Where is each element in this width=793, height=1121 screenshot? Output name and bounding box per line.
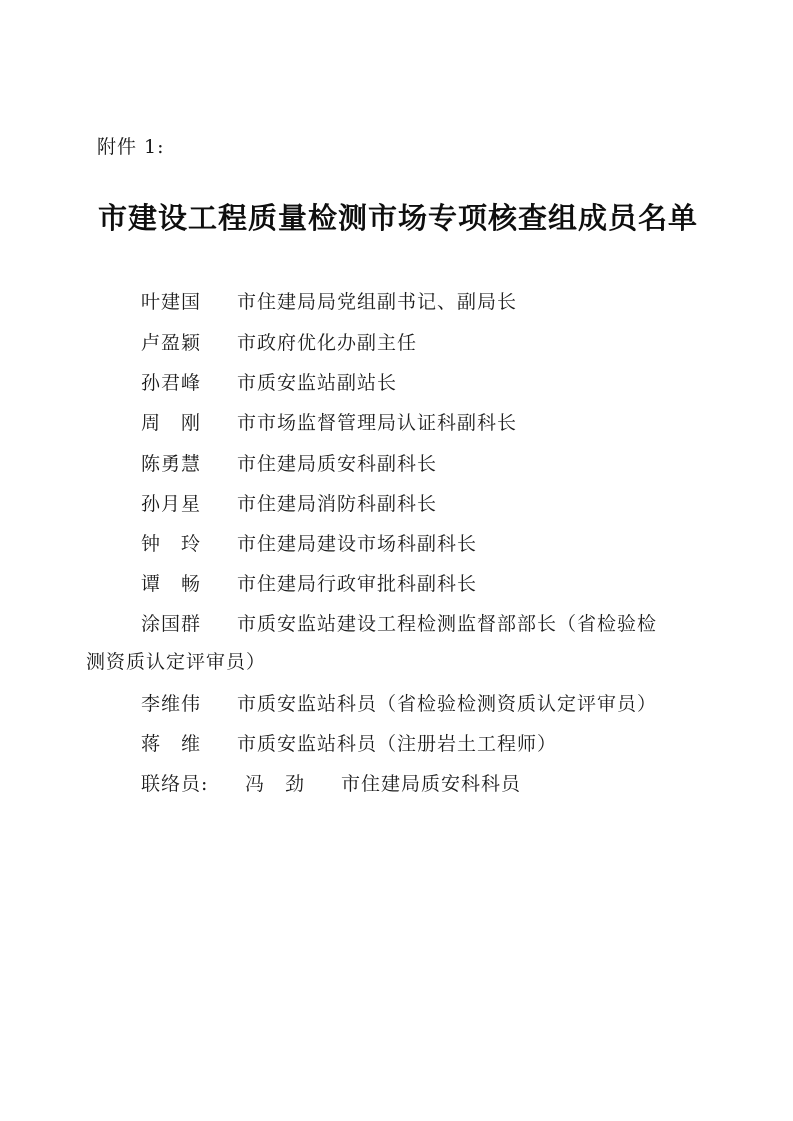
member-name: 涂国群	[141, 613, 202, 635]
member-row	[141, 412, 517, 434]
member-role: 市住建局质安科副科长	[237, 453, 438, 475]
member-role: 市住建局局党组副书记、副局长	[237, 291, 518, 313]
member-name: 孙月星	[141, 493, 202, 515]
member-role: 市质安监站科员（省检验检测资质认定评审员）	[237, 693, 658, 715]
member-role: 市住建局行政审批科副科长	[237, 573, 478, 595]
member-role: 市市场监督管理局认证科副科长	[237, 412, 518, 434]
member-role: 市质安监站副站长	[237, 372, 398, 394]
member-name: 陈勇慧	[141, 453, 202, 475]
liaison-name: 冯 劲	[245, 773, 306, 795]
member-row	[141, 533, 477, 555]
member-role: 市住建局消防科副科长	[237, 493, 438, 515]
member-row	[141, 453, 437, 475]
liaison-label: 联络员:	[141, 773, 209, 795]
member-name: 谭 畅	[141, 573, 202, 595]
member-row	[141, 291, 517, 313]
member-row	[141, 693, 657, 715]
member-name: 蒋 维	[141, 733, 202, 755]
member-name: 叶建国	[141, 291, 202, 313]
member-row	[141, 493, 437, 515]
member-role: 市质安监站科员（注册岩土工程师）	[237, 733, 558, 755]
attachment-label: 附件 1:	[97, 136, 165, 158]
member-role: 市政府优化办副主任	[237, 332, 418, 354]
member-role: 市质安监站建设工程检测监督部部长（省检验检	[237, 613, 658, 635]
liaison-row	[141, 773, 521, 795]
member-name: 李维伟	[141, 693, 202, 715]
member-row	[141, 332, 417, 354]
member-row	[141, 733, 557, 755]
member-name: 周 刚	[141, 412, 202, 434]
member-role: 市住建局建设市场科副科长	[237, 533, 478, 555]
member-name: 孙君峰	[141, 372, 202, 394]
member-name: 卢盈颖	[141, 332, 202, 354]
page-title: 市建设工程质量检测市场专项核查组成员名单	[98, 201, 699, 235]
liaison-role: 市住建局质安科科员	[341, 773, 522, 795]
member-row	[141, 613, 657, 635]
member-name: 钟 玲	[141, 533, 202, 555]
member-row	[141, 573, 477, 595]
member-role-continuation: 测资质认定评审员）	[86, 651, 267, 673]
member-row	[141, 372, 397, 394]
